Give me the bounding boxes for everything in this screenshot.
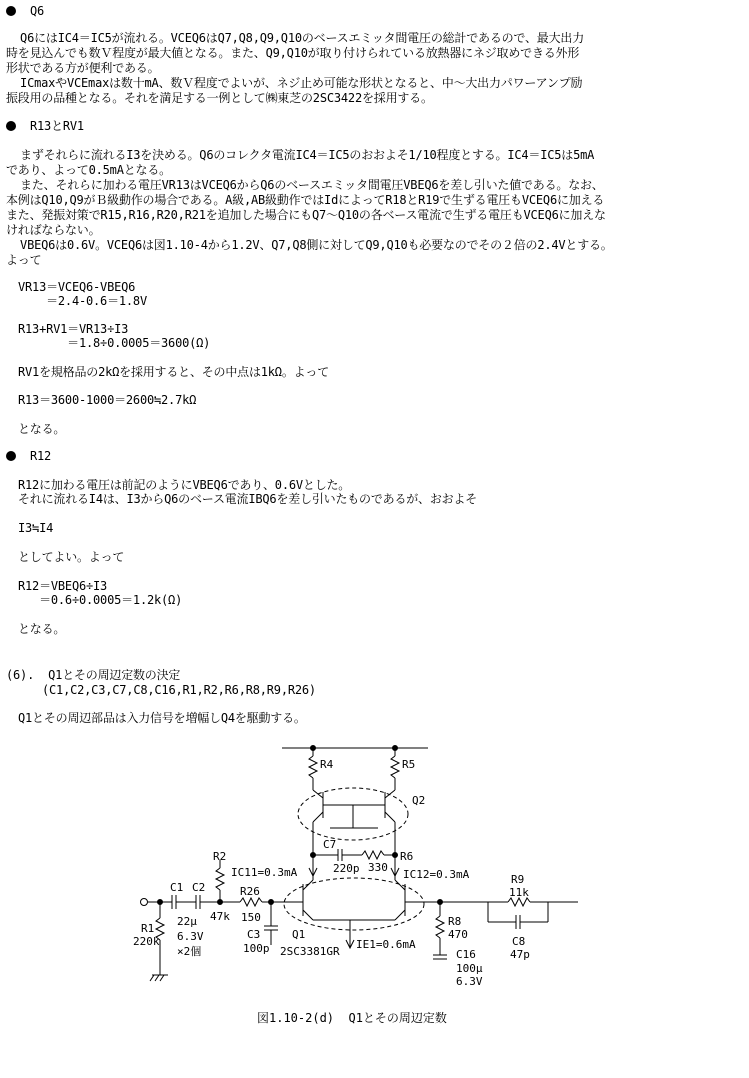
label-c16-value-1: 100μ — [456, 962, 483, 975]
r12-eq2a: R12＝VBEQ6÷I3 — [18, 579, 108, 593]
label-r26-value: 150 — [241, 911, 261, 924]
label-c7-value: 220p — [333, 862, 360, 875]
r13-line-8: よって — [6, 253, 42, 267]
r13-line-1: まずそれらに流れるI3を決める。Q6のコレクタ電流IC4＝IC5のおおよそ1/10程度とする。IC4＝IC5は5mA — [6, 148, 595, 162]
label-q1-part: 2SC3381GR — [280, 945, 340, 958]
label-r6-value: 330 — [368, 861, 388, 874]
label-r6: R6 — [400, 850, 414, 863]
label-c1-value-1: 22μ — [177, 915, 197, 928]
label-c16: C16 — [456, 948, 476, 961]
label-c8-value: 47p — [510, 948, 530, 961]
r12-eq1: I3≒I4 — [18, 521, 54, 535]
label-c2: C2 — [192, 881, 206, 894]
label-ie1: IE1=0.6mA — [356, 938, 416, 951]
r13-eq2b: ＝1.8÷0.0005＝3600(Ω) — [18, 336, 211, 350]
r13-line-6: ければならない。 — [6, 223, 101, 237]
r13-rv1-text: RV1を規格品の2kΩを採用すると、その中点は1kΩ。よって — [18, 365, 330, 379]
label-c1-value-3: ×2個 — [177, 945, 202, 958]
label-c1: C1 — [170, 881, 184, 894]
label-q1: Q1 — [292, 928, 306, 941]
label-q2: Q2 — [412, 794, 426, 807]
r13-line-4: 本例はQ10,Q9がＢ級動作の場合である。A級,AB級動作ではIdによってR18とR19で生ずる電圧もVCEQ6に加える — [6, 193, 605, 207]
label-ic12: IC12=0.3mA — [403, 868, 470, 881]
r12-toshite: としてよい。よって — [18, 550, 125, 564]
label-r26: R26 — [240, 885, 260, 898]
r12-tonaru: となる。 — [18, 622, 66, 636]
label-r2-value: 47k — [210, 910, 230, 923]
q6-line-1: Q6にはIC4＝IC5が流れる。VCEQ6はQ7,Q8,Q9,Q10のベースエミッタ間電圧の総計であるので、最大出力 — [6, 31, 584, 45]
q6-line-4: ICmaxやVCEmaxは数十mA、数Ｖ程度でよいが、ネジ止め可能な形状となると、中～大出力パワーアンプ励 — [6, 76, 583, 90]
heading-q6: Q6 — [30, 4, 45, 18]
section6-title: (6). Q1とその周辺定数の決定 — [6, 668, 181, 682]
r13-line-7: VBEQ6は0.6V。VCEQ6は図1.10-4から1.2V、Q7,Q8側に対してQ9,Q10も必要なのでその２倍の2.4Vとする。 — [6, 238, 613, 252]
r13-eq1a: VR13＝VCEQ6-VBEQ6 — [18, 280, 136, 294]
label-c1-value-2: 6.3V — [177, 930, 204, 943]
q6-line-2: 時を見込んでも数Ｖ程度が最大値となる。また、Q9,Q10が取り付けられている放熱器にネジ取めできる外形 — [6, 46, 580, 60]
label-c7: C7 — [323, 838, 337, 851]
label-r9: R9 — [511, 873, 525, 886]
heading-r13rv1: R13とRV1 — [30, 119, 84, 133]
r13-eq2a: R13+RV1＝VR13÷I3 — [18, 322, 129, 336]
figure-caption: 図1.10-2(d) Q1とその周辺定数 — [257, 1011, 447, 1025]
r13-eq3: R13＝3600-1000＝2600≒2.7kΩ — [18, 393, 197, 407]
label-r1-value: 220k — [133, 935, 160, 948]
label-r8: R8 — [448, 915, 462, 928]
section6-intro: Q1とその周辺部品は入力信号を増幅しQ4を駆動する。 — [18, 711, 306, 725]
r13-tonaru: となる。 — [18, 422, 66, 436]
section6-subtitle: (C1,C2,C3,C7,C8,C16,R1,R2,R6,R8,R9,R26) — [42, 683, 316, 697]
label-r4: R4 — [320, 758, 334, 771]
r13-line-2: であり、よって0.5mAとなる。 — [6, 163, 171, 177]
q6-line-5: 振段用の品種となる。それを満足する一例として㈱東芝の2SC3422を採用する。 — [6, 91, 433, 105]
label-r9-value: 11k — [509, 886, 529, 899]
label-ic11: IC11=0.3mA — [231, 866, 298, 879]
q6-line-3: 形状である方が便利である。 — [6, 61, 160, 75]
label-c16-value-2: 6.3V — [456, 975, 483, 988]
r12-line-1: R12に加わる電圧は前記のようにVBEQ6であり、0.6Vとした。 — [18, 478, 351, 492]
label-r1: R1 — [141, 922, 155, 935]
r13-line-5: また、発振対策でR15,R16,R20,R21を追加した場合にもQ7～Q10の各ベース電流で生ずる電圧もVCEQ6に加えな — [6, 208, 606, 222]
label-c8: C8 — [512, 935, 526, 948]
r13-line-3: また、それらに加わる電圧VR13はVCEQ6からQ6のベースエミッタ間電圧VBEQ6を差し引いた値である。なお、 — [6, 178, 604, 192]
r12-eq2b: ＝0.6÷0.0005＝1.2k(Ω) — [18, 593, 183, 607]
label-c3-value: 100p — [243, 942, 270, 955]
label-c3: C3 — [247, 928, 261, 941]
label-r8-value: 470 — [448, 928, 468, 941]
heading-r12: R12 — [30, 449, 52, 463]
label-r5: R5 — [402, 758, 416, 771]
r13-eq1b: ＝2.4-0.6＝1.8V — [18, 294, 147, 308]
r12-line-2: それに流れるI4は、I3からQ6のベース電流IBQ6を差し引いたものであるが、おおよそ — [18, 492, 478, 506]
label-r2: R2 — [213, 850, 227, 863]
